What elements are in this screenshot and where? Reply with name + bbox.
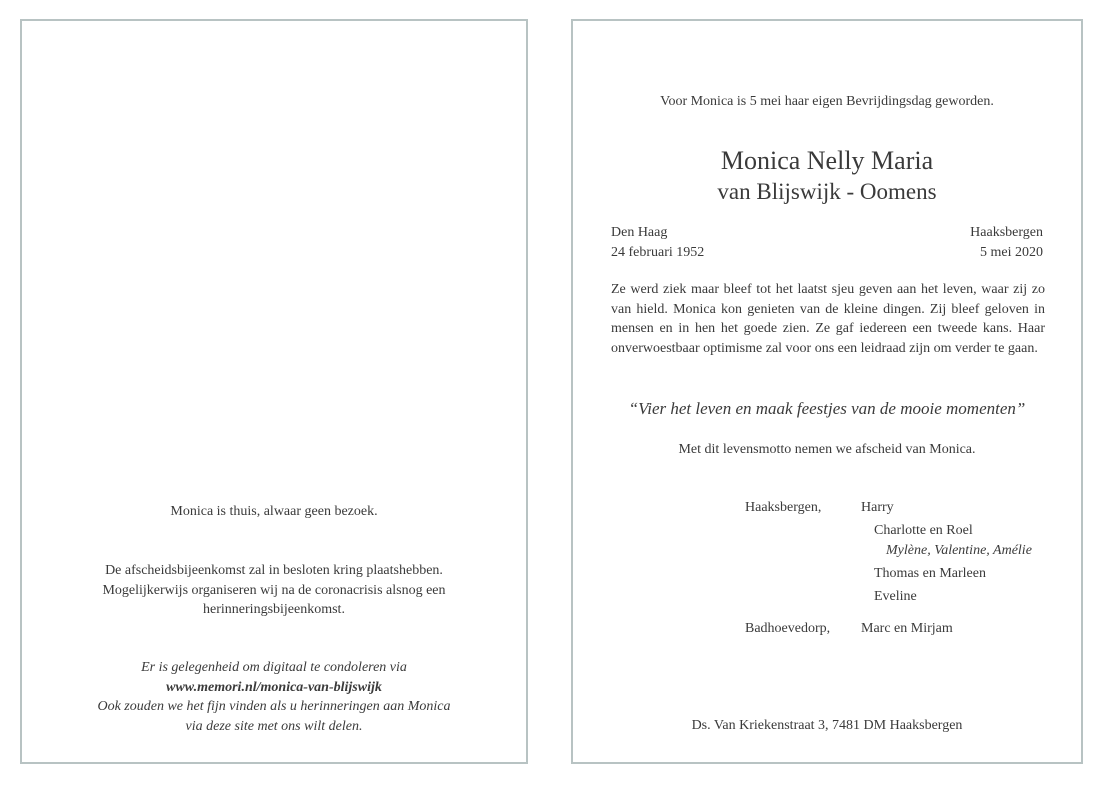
condolence-line: via deze site met ons wilt delen. [185,718,363,734]
condolence-line: Ook zouden we het fijn vinden als u herinneringen aan Monica [97,699,451,714]
condolence-notice [22,658,526,736]
birth-place: Den Haag [611,225,668,240]
family-child: Eveline [874,589,917,604]
family-child: Charlotte en Roel [874,523,973,538]
family-spouse: Harry [861,500,894,515]
family-grandchildren: Mylène, Valentine, Amélie [886,543,1032,558]
farewell-line: Mogelijkerwijs organiseren wij na de coronacrisis alsnog een [102,582,446,598]
death-date: 5 mei 2020 [980,245,1043,260]
motto-note: Met dit levensmotto nemen we afscheid van Monica. [678,442,976,457]
memorial-paragraph: Ze werd ziek maar bleef tot het laatst sjeu geven aan het leven, waar zij zo van hield. Monica kon genieten van de kleine dingen. Zij bleef geloven in mensen en in hen het goede zien. Ze gaf iedereen een tweede kans. Haar onverwoestbaar optimisme zal voor ons een leidraad zijn om verder te gaan. [611,282,1045,357]
farewell-line: herinneringsbijeenkomst. [203,602,345,617]
condolence-line: Er is gelegenheid om digitaal te condoleren via [141,660,407,675]
family-place-badhoevedorp: Badhoevedorp, [745,621,831,636]
address: Ds. Van Kriekenstraat 3, 7481 DM Haaksbergen [691,718,963,733]
intro-text: Voor Monica is 5 mei haar eigen Bevrijdingsdag geworden. [660,94,994,109]
condolence-url[interactable]: www.memori.nl/monica-van-blijswijk [166,679,382,695]
family-place-haaksbergen: Haaksbergen, [745,500,822,515]
birth-date: 24 februari 1952 [611,245,705,260]
farewell-line: De afscheidsbijeenkomst zal in besloten kring plaatshebben. [105,563,443,578]
life-motto: “Vier het leven en maak feestjes van de mooie momenten” [628,399,1026,418]
right-card [571,19,1083,764]
visit-notice: Monica is thuis, alwaar geen bezoek. [170,504,378,519]
deceased-surname: van Blijswijk - Oomens [717,179,937,204]
left-card [20,19,528,764]
death-place: Haaksbergen [970,225,1043,240]
deceased-name: Monica Nelly Maria [720,146,934,175]
family-child: Thomas en Marleen [874,566,986,581]
farewell-notice [22,561,526,620]
family-sibling: Marc en Mirjam [861,621,953,636]
